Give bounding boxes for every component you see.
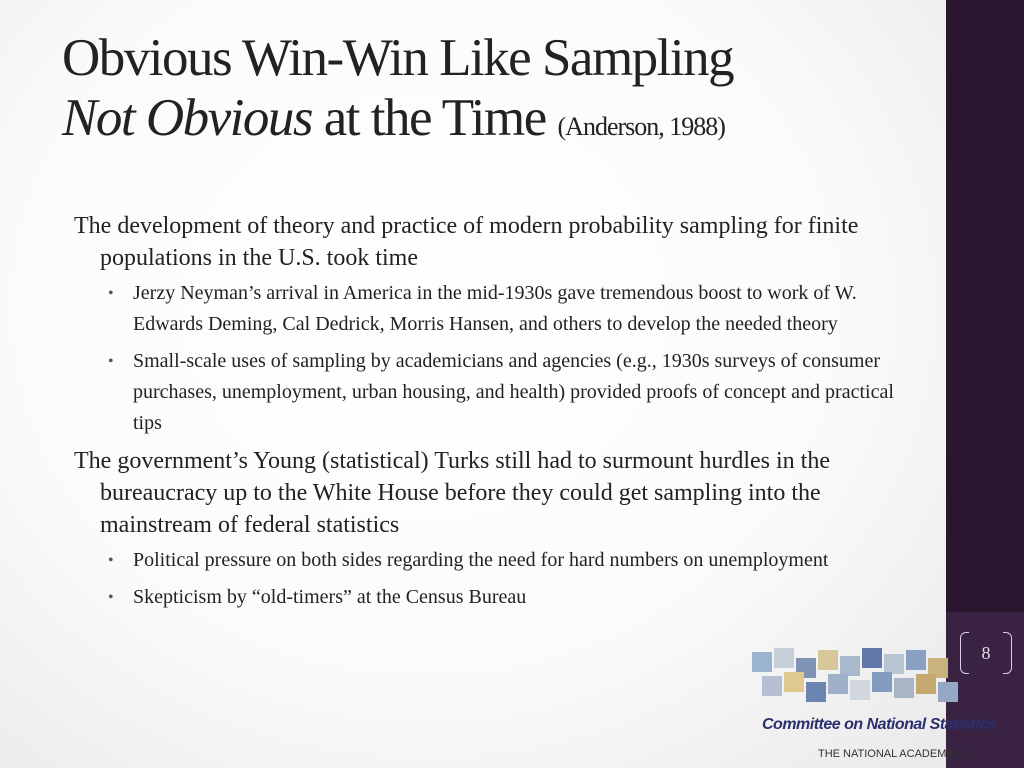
bracket-right-icon	[1003, 632, 1012, 674]
paragraph-2: The government’s Young (statistical) Turks still had to surmount hurdles in the bureaucracy up to the White House before they could get sampling into the mainstream of federal statistics	[74, 448, 830, 538]
bullet-list-1	[108, 278, 904, 439]
title-line-1: Obvious Win-Win Like Sampling	[62, 29, 734, 87]
bullet-glyph: •	[108, 353, 114, 370]
slide-title	[62, 28, 922, 157]
bullet-item	[108, 582, 904, 613]
cnstat-logo	[752, 648, 1002, 764]
logo-mosaic-icon	[752, 648, 962, 714]
title-rest: at the Time	[311, 89, 558, 147]
title-line-2	[62, 88, 922, 157]
title-emphasis: Not Obvious	[62, 89, 312, 147]
slide-body	[74, 210, 904, 619]
bullet-text: Skepticism by “old-timers” at the Census Bureau	[133, 586, 527, 608]
bullet-item	[108, 545, 904, 576]
page-number-text: 8	[981, 643, 991, 663]
bullet-glyph: •	[108, 589, 114, 606]
bullet-text: Small-scale uses of sampling by academicians and agencies (e.g., 1930s surveys of consumer purchases, unemployment, urban housing, and health) provided proofs of concept and practical tips	[133, 350, 894, 434]
bullet-text: Political pressure on both sides regarding the need for hard numbers on unemployment	[133, 549, 829, 571]
logo-committee-name: Committee on National Statistics	[762, 716, 996, 733]
bullet-glyph: •	[108, 285, 114, 302]
bullet-glyph: •	[108, 552, 114, 569]
logo-org-name: THE NATIONAL ACADEMIES	[818, 748, 965, 760]
paragraph-1: The development of theory and practice of modern probability sampling for finite populations in the U.S. took time	[74, 213, 859, 271]
title-citation: (Anderson, 1988)	[557, 112, 725, 141]
bullet-list-2	[108, 545, 904, 613]
bullet-text: Jerzy Neyman’s arrival in America in the mid-1930s gave tremendous boost to work of W. Edwards Deming, Cal Dedrick, Morris Hansen, and others to develop the needed theory	[133, 282, 857, 335]
bullet-item	[108, 278, 904, 340]
bullet-item	[108, 346, 904, 439]
